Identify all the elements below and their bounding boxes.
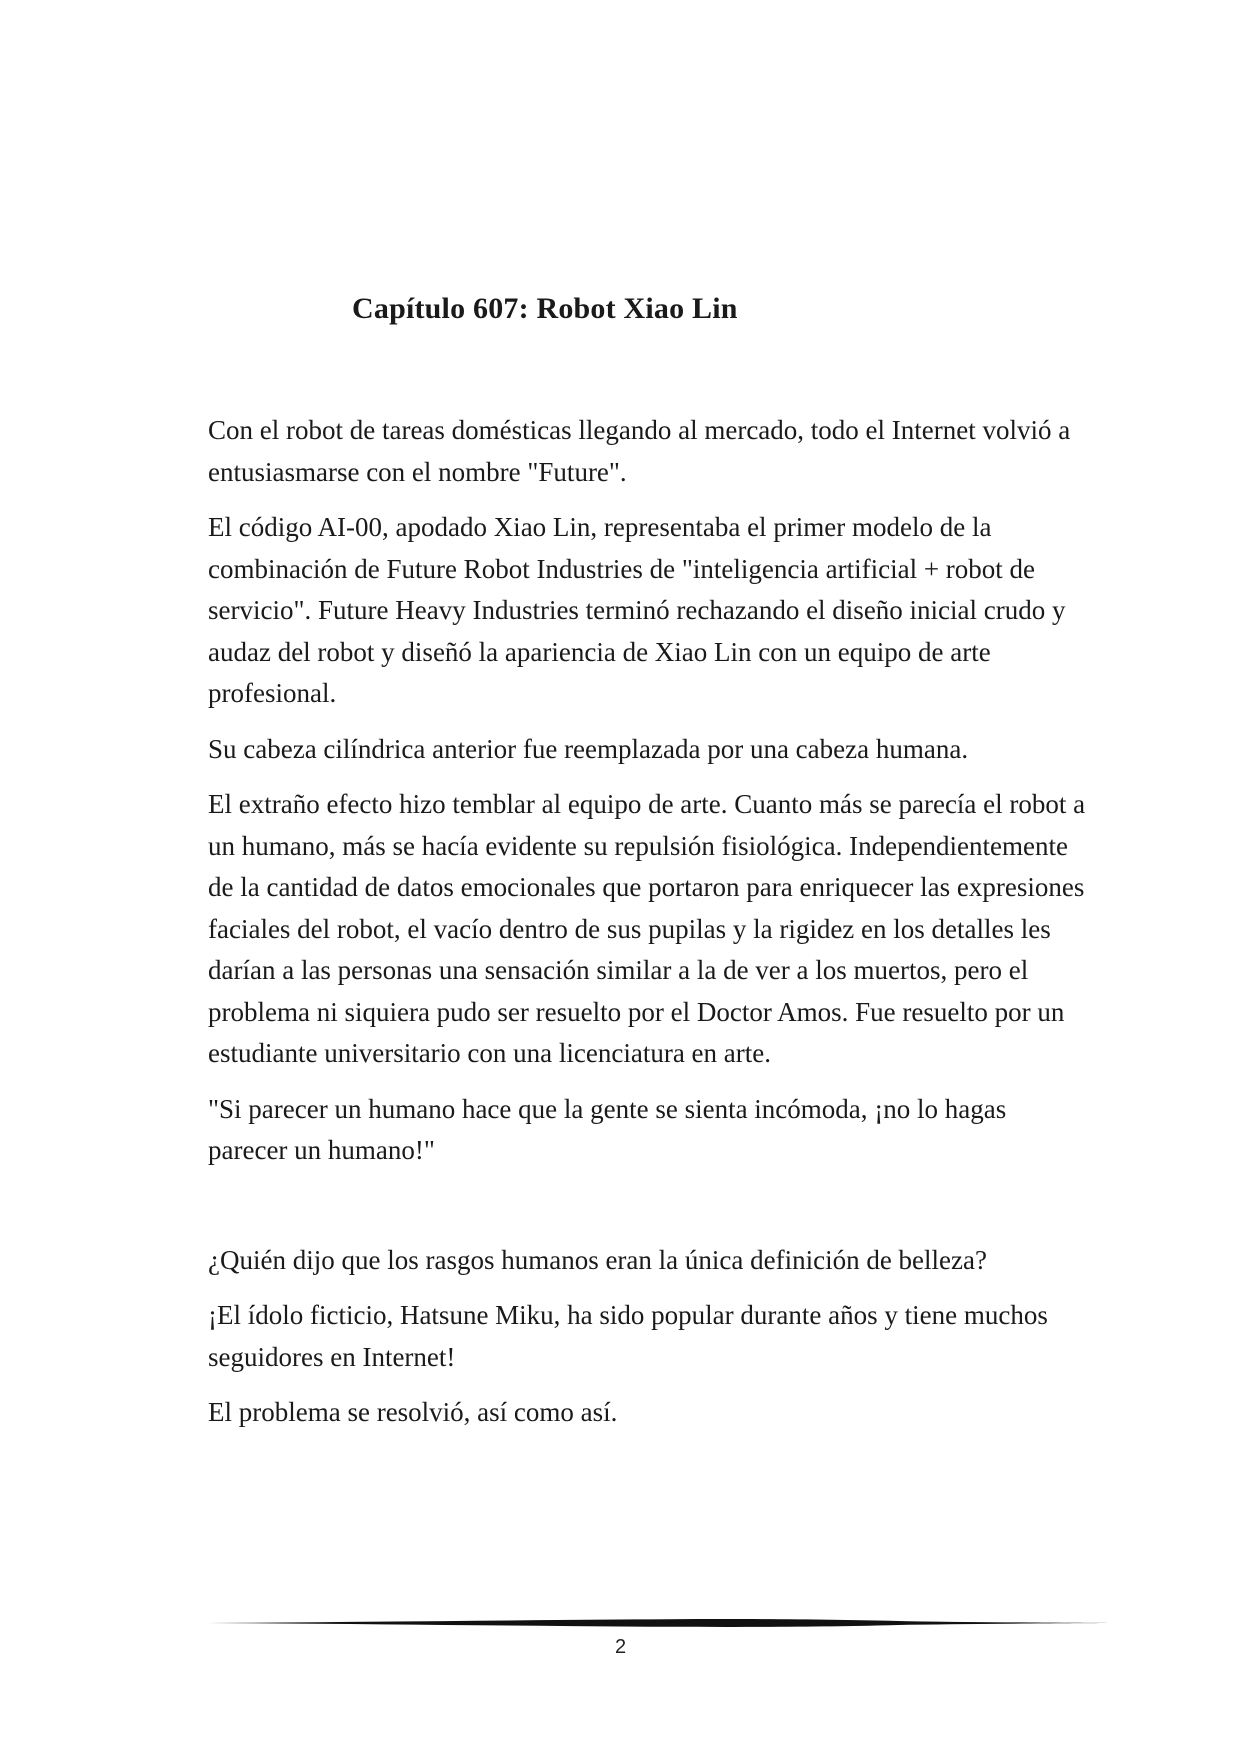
paragraph: El problema se resolvió, así como así. [208,1397,618,1427]
paragraph: El código AI-00, apodado Xiao Lin, representaba el primer modelo de la combinación de Future Robot Industries de "inteligencia artificial + robot de servicio". Future Heavy Industries terminó rechazando el diseño inicial crudo y audaz del robot y diseñó la apariencia de Xiao Lin con un equipo de arte profesional. [208,512,1066,708]
paragraph: Su cabeza cilíndrica anterior fue reemplazada por una cabeza humana. [208,733,969,764]
paragraph: Con el robot de tareas domésticas llegando al mercado, todo el Internet volvió a entusiasmarse con el nombre "Future". [208,415,1071,487]
paragraph: "Si parecer un humano hace que la gente se sienta incómoda, ¡no lo hagas parecer un humano!" [208,1093,1007,1165]
chapter-body [208,410,1088,1448]
footer-divider [208,1617,1108,1629]
paragraph: El extraño efecto hizo temblar al equipo de arte. Cuanto más se parecía el robot a un humano, más se hacía evidente su repulsión fisiológica. Independientemente de la cantidad de datos emocionales que portaron para enriquecer las expresiones faciales del robot, el vacío dentro de sus pupilas y la rigidez en los detalles les darían a las personas una sensación similar a la de ver a los muertos, pero el problema ni siquiera pudo ser resuelto por el Doctor Amos. Fue resuelto por un estudiante universitario con una licenciatura en arte. [208,789,1086,1068]
page-number: 2 [614,1636,627,1658]
chapter-title: Capítulo 607: Robot Xiao Lin [352,292,738,325]
paragraph: ¡El ídolo ficticio, Hatsune Miku, ha sido popular durante años y tiene muchos seguidores en Internet! [208,1300,1048,1372]
paragraph: ¿Quién dijo que los rasgos humanos eran la única definición de belleza? [208,1244,987,1275]
section-gap [208,1186,1088,1240]
